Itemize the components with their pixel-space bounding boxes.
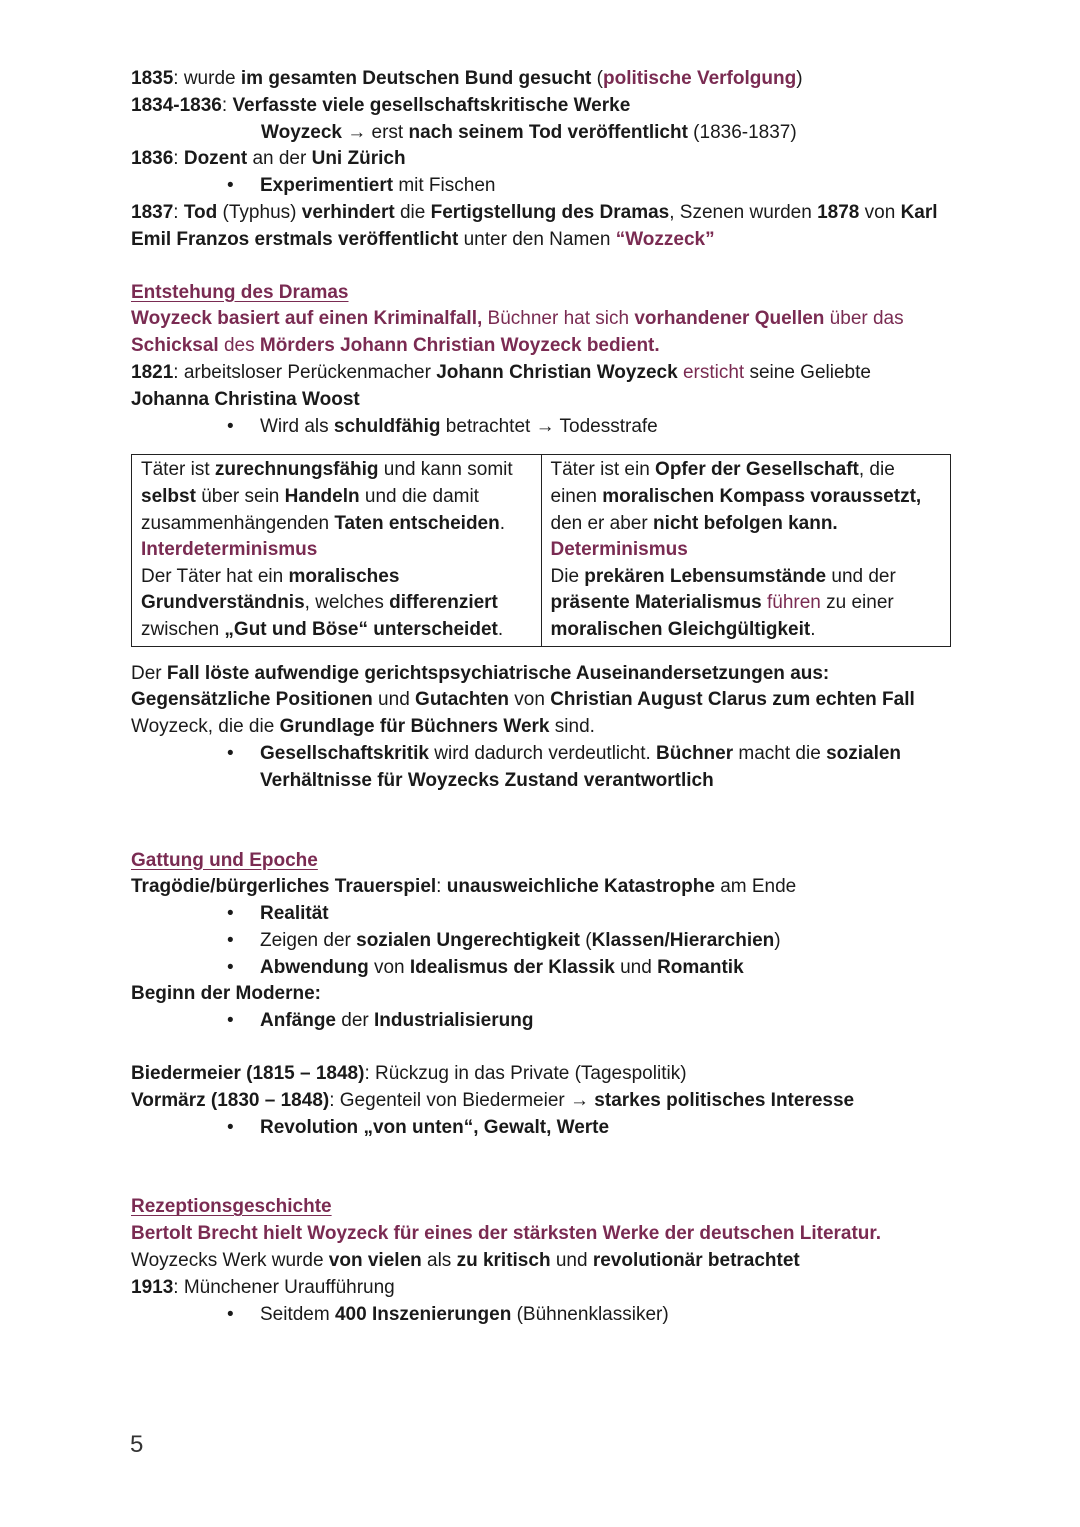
- cell-paragraph: [141, 564, 532, 644]
- text-run: : Rückzug in das Private (Tagespolitik): [364, 1063, 687, 1085]
- text-run: Abwendung: [260, 956, 369, 978]
- text-run: (: [591, 68, 603, 89]
- text-run: (: [579, 929, 592, 951]
- text-run: und kann somit: [378, 459, 513, 481]
- gattung-line-vormaerz: [131, 1088, 961, 1115]
- text-run: mit Fischen: [393, 175, 496, 197]
- text-run: und die damit zusammenhängenden: [141, 485, 479, 534]
- bullet-icon: •: [227, 903, 234, 925]
- text-run: über das: [824, 308, 904, 330]
- cell-paragraph: [141, 537, 532, 564]
- text-run: (Bühnenklassiker): [511, 1303, 669, 1325]
- rezeption-line-1: [131, 1221, 961, 1248]
- text-run: sozialen Verhältnisse für Woyzecks Zustand verantwortlich: [260, 742, 902, 791]
- text-run: starkes politisches Interesse: [594, 1089, 855, 1111]
- text-run: des: [218, 335, 260, 357]
- gattung-bullet-3: [131, 955, 961, 982]
- text-run: Täter ist: [141, 459, 215, 481]
- gattung-section: [131, 848, 961, 1142]
- text-run: Die: [550, 565, 585, 587]
- bullet-text: [260, 175, 495, 196]
- text-run: und: [614, 956, 658, 978]
- text-run: 1835: [131, 68, 174, 89]
- text-run: nicht befolgen kann.: [652, 512, 838, 534]
- bullet-text: [260, 1117, 609, 1138]
- text-run: Büchner: [656, 742, 734, 764]
- text-run: : arbeitsloser Perückenmacher: [173, 361, 437, 383]
- text-run: , welches: [304, 592, 390, 614]
- section-heading-entstehung: Entstehung des Dramas: [131, 281, 349, 303]
- gattung-bullet-2: [131, 928, 961, 955]
- text-run: Verfasste viele gesellschaftskritische Werke: [232, 94, 631, 116]
- bullet-icon: •: [227, 1010, 234, 1032]
- biography-section: [131, 66, 961, 254]
- text-run: .: [810, 618, 816, 640]
- bullet-text: [260, 903, 329, 924]
- text-run: Determinismus: [550, 539, 688, 561]
- bullet-icon: •: [227, 742, 234, 764]
- text-run: 1878: [817, 201, 860, 223]
- table-cell-indeterminismus: [132, 455, 542, 646]
- text-run: Bertolt Brecht hielt Woyzeck für eines der stärksten Werke der deutschen Literatur.: [131, 1223, 882, 1245]
- text-run: zu kritisch: [456, 1250, 551, 1272]
- text-run: Der Täter hat ein: [141, 565, 289, 587]
- fall-bullet: [131, 741, 961, 795]
- cell-paragraph: [551, 457, 942, 537]
- text-run: Grundlage für Büchners Werk: [279, 716, 550, 738]
- text-run: moralischen Gleichgültigkeit: [550, 618, 811, 640]
- text-run: macht die: [733, 742, 827, 764]
- page-content: [131, 66, 961, 1328]
- text-run: wird dadurch verdeutlicht.: [428, 742, 657, 764]
- bio-line-1837: [131, 200, 961, 227]
- text-run: vorhandener Quellen: [634, 308, 825, 330]
- text-run: sozialen Ungerechtigkeit: [356, 929, 580, 951]
- entstehung-line-4: [131, 387, 961, 414]
- text-run: Biedermeier (1815 – 1848): [131, 1063, 365, 1085]
- entstehung-line-2: [131, 333, 961, 360]
- bio-line-franzos: [131, 227, 961, 254]
- text-run: Gegensätzliche Positionen: [131, 689, 373, 711]
- text-run: der: [336, 1010, 375, 1032]
- entstehung-line-1: [131, 306, 961, 333]
- cell-paragraph: [551, 564, 942, 644]
- text-run: :: [173, 148, 184, 170]
- text-run: Klassen/Hierarchien: [591, 929, 775, 951]
- text-run: Der: [131, 662, 167, 684]
- text-run: Tragödie/bürgerliches Trauerspiel: [131, 876, 437, 898]
- text-run: zurechnungsfähig: [214, 459, 379, 481]
- text-run: am Ende: [714, 876, 797, 898]
- text-run: seine Geliebte: [744, 361, 871, 383]
- text-run: Gesellschaftskritik: [260, 742, 429, 764]
- gattung-bullet-5: [131, 1115, 961, 1142]
- bullet-text: [260, 416, 658, 437]
- text-run: von: [368, 956, 410, 978]
- comparison-table: [131, 454, 951, 646]
- bullet-icon: •: [227, 175, 234, 197]
- rezeption-line-3: [131, 1275, 961, 1302]
- page-number: 5: [130, 1431, 144, 1458]
- text-run: und der: [826, 565, 896, 587]
- text-run: :: [173, 201, 184, 223]
- text-run: :: [221, 94, 233, 116]
- text-run: Idealismus der Klassik: [409, 956, 615, 978]
- text-run: revolutionär betrachtet: [592, 1250, 800, 1272]
- text-run: als: [421, 1250, 457, 1272]
- text-run: Vormärz (1830 – 1848): [131, 1089, 330, 1111]
- text-run: Karl: [900, 201, 938, 223]
- text-run: Romantik: [657, 956, 744, 978]
- text-run: Uni Zürich: [311, 148, 406, 170]
- bullet-icon: •: [227, 1303, 234, 1325]
- text-run: 1836: [131, 148, 174, 170]
- text-run: schuldfähig: [333, 415, 441, 437]
- text-run: Opfer der Gesellschaft: [655, 459, 859, 481]
- text-run: an der: [247, 148, 312, 170]
- text-run: den er aber: [550, 512, 653, 534]
- text-run: Industrialisierung: [374, 1010, 534, 1032]
- bullet-icon: •: [227, 415, 234, 437]
- text-run: (1836-1837): [687, 121, 797, 143]
- text-run: ): [796, 68, 803, 89]
- text-run: im gesamten Deutschen Bund gesucht: [240, 68, 592, 89]
- text-run: Gutachten: [415, 689, 509, 711]
- text-run: ersticht: [677, 361, 745, 383]
- text-run: Woyzeck basiert auf einen Kriminalfall,: [131, 308, 483, 330]
- text-run: Realität: [260, 903, 329, 925]
- text-run: Johanna Christina Woost: [131, 388, 360, 410]
- text-run: Woyzeck: [261, 121, 342, 143]
- text-run: präsente Materialismus: [550, 592, 762, 614]
- text-run: Täter ist ein: [550, 459, 656, 481]
- text-run: → erst: [341, 121, 409, 143]
- bullet-text: [260, 1304, 669, 1325]
- text-run: (Typhus): [217, 201, 302, 223]
- gattung-line-moderne: [131, 981, 961, 1008]
- text-run: Dozent: [183, 148, 248, 170]
- text-run: Handeln: [284, 485, 360, 507]
- text-run: Experimentiert: [260, 175, 394, 197]
- text-run: zu einer: [820, 592, 894, 614]
- text-run: betrachtet → Todesstrafe: [440, 415, 658, 437]
- text-run: zwischen: [141, 618, 225, 640]
- text-run: Wird als: [260, 415, 334, 437]
- cell-paragraph: [141, 457, 532, 537]
- text-run: selbst: [141, 485, 196, 507]
- gattung-line-tragoedie: [131, 874, 961, 901]
- entstehung-section: [131, 280, 961, 795]
- text-run: moralischen Kompass voraussetzt,: [602, 485, 922, 507]
- bullet-icon: •: [227, 956, 234, 978]
- text-run: Beginn der Moderne:: [131, 983, 322, 1005]
- text-run: Emil Franzos erstmals veröffentlicht: [131, 228, 459, 250]
- text-run: Woyzeck, die die: [131, 716, 280, 738]
- bio-line-1836: [131, 146, 961, 173]
- text-run: 1834-1836: [131, 94, 222, 116]
- rezeption-bullet: [131, 1302, 961, 1329]
- bio-line-1834: [131, 93, 961, 120]
- text-run: verhindert: [301, 201, 395, 223]
- text-run: Revolution „von unten“, Gewalt, Werte: [260, 1116, 610, 1138]
- rezeption-line-2: [131, 1248, 961, 1275]
- text-run: „Gut und Böse“ unterscheidet: [224, 618, 498, 640]
- text-run: Zeigen der: [260, 929, 357, 951]
- text-run: unausweichliche Katastrophe: [446, 876, 715, 898]
- text-run: .: [499, 512, 505, 534]
- text-run: 1913: [131, 1276, 174, 1298]
- text-run: und: [550, 1250, 593, 1272]
- text-run: : Gegenteil von Biedermeier →: [329, 1089, 595, 1111]
- text-run: Interdeterminismus: [141, 539, 318, 561]
- text-run: sind.: [549, 716, 595, 738]
- text-run: Christian August Clarus zum echten Fall: [550, 689, 915, 711]
- text-run: 1821: [131, 361, 174, 383]
- text-run: die: [394, 201, 431, 223]
- text-run: nach seinem Tod veröffentlicht: [408, 121, 688, 143]
- text-run: Anfänge: [260, 1010, 336, 1032]
- text-run: von: [859, 201, 901, 223]
- bio-line-woyzeck: [131, 120, 961, 147]
- gattung-line-biedermeier: [131, 1061, 961, 1088]
- text-run: moralisches Grundverständnis: [141, 565, 400, 614]
- entstehung-line-3: [131, 360, 961, 387]
- text-run: Tod: [183, 201, 218, 223]
- bullet-icon: •: [227, 1116, 234, 1138]
- text-run: Fall löste aufwendige gerichtspsychiatrische Auseinandersetzungen aus:: [166, 662, 830, 684]
- cell-paragraph: [551, 537, 942, 564]
- text-run: über sein: [195, 485, 285, 507]
- text-run: Woyzecks Werk wurde: [131, 1250, 329, 1272]
- bullet-icon: •: [227, 929, 234, 951]
- text-run: , die einen: [550, 459, 895, 507]
- text-run: : wurde: [173, 68, 241, 89]
- text-run: von: [509, 689, 551, 711]
- bio-line-1835: [131, 66, 961, 93]
- text-run: von vielen: [328, 1250, 422, 1272]
- table-cell-determinismus: [541, 455, 951, 646]
- fall-line-1: [131, 661, 961, 688]
- entstehung-bullet: [131, 414, 961, 441]
- text-run: Johann Christian Woyzeck: [436, 361, 678, 383]
- section-heading-gattung: Gattung und Epoche: [131, 849, 318, 871]
- text-run: “Wozzeck”: [615, 228, 715, 250]
- text-run: und: [372, 689, 416, 711]
- text-run: führen: [761, 592, 821, 614]
- text-run: :: [436, 876, 447, 898]
- text-run: ): [774, 929, 781, 951]
- text-run: Schicksal: [131, 335, 219, 357]
- text-run: differenziert: [389, 592, 498, 614]
- text-run: Büchner hat sich: [482, 308, 635, 330]
- fall-line-3: [131, 714, 961, 741]
- fall-line-2: [131, 687, 961, 714]
- bullet-text: [260, 957, 744, 978]
- text-run: .: [497, 618, 504, 640]
- text-run: Seitdem: [260, 1303, 335, 1325]
- text-run: Fertigstellung des Dramas: [430, 201, 670, 223]
- text-run: 400 Inszenierungen: [334, 1303, 512, 1325]
- text-run: prekären Lebensumstände: [584, 565, 827, 587]
- text-run: Mörders Johann Christian Woyzeck bedient.: [259, 335, 660, 357]
- gattung-bullet-4: [131, 1008, 961, 1035]
- bio-bullet-fische: [131, 173, 961, 200]
- section-heading-rezeption: Rezeptionsgeschichte: [131, 1196, 332, 1218]
- gattung-bullet-1: [131, 901, 961, 928]
- bullet-text: [260, 930, 781, 951]
- text-run: unter den Namen: [458, 228, 616, 250]
- text-run: politische Verfolgung: [603, 68, 797, 89]
- bullet-text: [260, 741, 930, 795]
- text-run: : Münchener Uraufführung: [173, 1276, 395, 1298]
- text-run: 1837: [131, 201, 174, 223]
- text-run: , Szenen wurden: [669, 201, 818, 223]
- text-run: Taten entscheiden: [334, 512, 500, 534]
- rezeption-section: [131, 1194, 961, 1328]
- bullet-text: [260, 1010, 533, 1031]
